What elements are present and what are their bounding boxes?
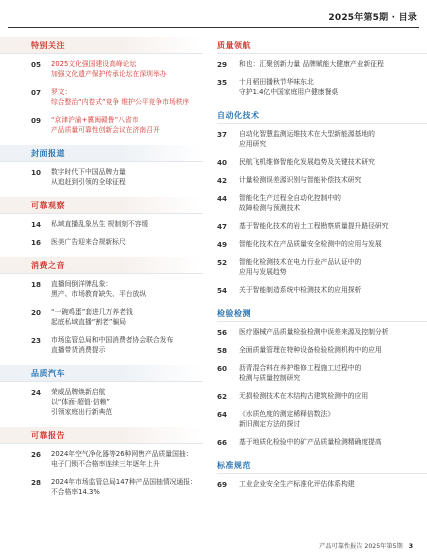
entry-title-line: 故障检测与预测技术: [239, 204, 301, 212]
entry-title: [239, 479, 355, 489]
entry-page-number: 23: [31, 336, 42, 345]
entry-title-line: 不合格率14.3%: [51, 488, 100, 496]
entry-title-line: 从追赶到引领的全球征程: [51, 178, 126, 186]
section-heading: 特别关注: [0, 37, 203, 54]
entry-page-number: 49: [217, 240, 228, 249]
entry-title-line: 起底私域直播“割老”骗局: [51, 318, 127, 326]
entry-page-number: 37: [217, 130, 228, 139]
entry-title-line: 基于地质化检验中的矿产品质量检测精确度提高: [239, 438, 382, 446]
entry-title-line: 智能化生产过程全自动化控制中的: [239, 194, 341, 202]
entry-title-line: 引领家庭出行新典范: [51, 408, 113, 416]
toc-section: [31, 145, 203, 187]
entry-page-number: 16: [31, 238, 42, 247]
section-heading: 消费之音: [0, 257, 203, 274]
entry-title-line: 智能化技术在产品质量安全检测中的应用与发展: [239, 240, 382, 248]
entry-title-line: 以“体面·超值·信赖”: [51, 398, 110, 406]
entry-title: [239, 409, 334, 429]
entry-title-line: 基于智能化技术的岩土工程勘察质量提升路径研究: [239, 222, 389, 230]
toc-entry[interactable]: [217, 345, 417, 355]
entry-title: [239, 157, 375, 167]
entry-title-line: 计量检测误差源识别与智能补偿技术研究: [239, 176, 362, 184]
entry-page-number: 20: [31, 308, 42, 317]
toc-entry[interactable]: [31, 307, 203, 327]
entry-title-line: 2024年空气净化器等26种网售产品质量国抽：: [51, 450, 193, 458]
entry-title: [239, 327, 389, 337]
toc-entry[interactable]: [31, 219, 203, 229]
entry-title: [51, 449, 193, 469]
entry-title-line: 医美广告迎来合规新标尺: [51, 238, 126, 246]
entry-page-number: 62: [217, 392, 228, 401]
entry-title: [239, 345, 382, 355]
entry-title-line: 民航飞机维修智能化发展趋势及关键技术研究: [239, 158, 375, 166]
toc-section: [31, 365, 203, 417]
entry-title-line: 和也：汇聚创新力量 品牌赋能大健康产业新征程: [239, 60, 384, 68]
entry-title-line: 加强文化遗产保护传承论坛在深圳举办: [51, 70, 167, 78]
entry-page-number: 47: [217, 222, 228, 231]
entry-title-line: 荣威品牌焕新启航: [51, 388, 106, 396]
entry-title-line: “京津沪渝+冀闽赣鲁”八省市: [51, 116, 139, 124]
toc-entry[interactable]: [217, 77, 417, 97]
toc-section: [217, 305, 417, 447]
toc-entry[interactable]: [217, 285, 417, 295]
section-heading: 自动化技术: [217, 107, 417, 124]
entry-page-number: 09: [31, 116, 42, 125]
entry-page-number: 07: [31, 88, 42, 97]
entry-page-number: 40: [217, 158, 228, 167]
toc-section: [31, 257, 203, 355]
toc-entry[interactable]: [217, 157, 417, 167]
entry-title: [239, 391, 368, 401]
toc-entry[interactable]: [31, 115, 203, 135]
toc-entry[interactable]: [31, 237, 203, 247]
entry-title: [239, 175, 361, 185]
toc-entry[interactable]: [217, 479, 417, 489]
entry-page-number: 69: [217, 480, 228, 489]
entry-title: [51, 167, 126, 187]
entry-page-number: 44: [217, 194, 228, 203]
entry-page-number: 28: [31, 478, 42, 487]
entry-page-number: 24: [31, 388, 42, 397]
entry-title: [51, 477, 197, 497]
toc-section: [31, 37, 203, 135]
entry-title-line: 直播带货消费提示: [51, 346, 106, 354]
entry-title: [51, 387, 112, 417]
entry-title-line: 产品质量可靠性创新会议在济南召开: [51, 126, 160, 134]
entry-page-number: 56: [217, 328, 228, 337]
entry-title-line: 应用研究: [239, 140, 267, 148]
entry-title: [239, 77, 338, 97]
entry-title-line: 直播间倒洋牌乱象：: [51, 280, 113, 288]
entry-page-number: 42: [217, 176, 228, 185]
section-heading: 标准规范: [217, 457, 417, 474]
entry-title: [51, 59, 167, 79]
toc-entry[interactable]: [217, 391, 417, 401]
toc-entry[interactable]: [31, 449, 203, 469]
section-heading: 品质汽车: [0, 365, 203, 382]
entry-title: [239, 239, 382, 249]
entry-title-line: 2025文化强国建设高峰论坛: [51, 60, 137, 68]
footer-journal: 产品可靠性报告 2025年第5期: [319, 543, 403, 550]
entry-title-line: 数字时代下中国品牌力量: [51, 168, 126, 176]
page-footer: [319, 541, 413, 550]
entry-title-line: 智能化检测技术在电力行业产品认证中的: [239, 258, 362, 266]
entry-page-number: 64: [217, 410, 228, 419]
entry-title-line: 十月稻田播秋节华味东北: [239, 78, 314, 86]
entry-title: [51, 115, 160, 135]
entry-title-line: 2024年市场监管总局147种产品国抽情况通报：: [51, 478, 197, 486]
entry-title-line: 全面质量管理在特种设备检验检测机构中的应用: [239, 346, 382, 354]
entry-title: [51, 219, 148, 229]
entry-title-line: 医疗器械产品质量检验检测中误差来源及控制分析: [239, 328, 389, 336]
entry-page-number: 05: [31, 60, 42, 69]
toc-entry[interactable]: [31, 167, 203, 187]
entry-title-line: 工业企业安全生产标准化评估体系构建: [239, 480, 355, 488]
toc-section: [31, 197, 203, 247]
entry-title-line: 自动化智慧监测运维技术在大型新能源基地的: [239, 130, 375, 138]
entry-title: [51, 279, 146, 299]
section-heading: 封面报道: [0, 145, 203, 162]
toc-section: [217, 457, 417, 489]
toc-entry[interactable]: [217, 59, 417, 69]
page-title: 2025年第5期 · 目录: [328, 13, 417, 23]
entry-title: [51, 87, 189, 107]
entry-page-number: 10: [31, 168, 42, 177]
toc-entry[interactable]: [31, 279, 203, 299]
entry-page-number: 54: [217, 286, 228, 295]
entry-page-number: 60: [217, 364, 228, 373]
entry-title: [239, 129, 375, 149]
section-heading: 质量领航: [217, 37, 417, 54]
left-column: [31, 37, 203, 507]
toc-section: [217, 37, 417, 97]
toc-entry[interactable]: [217, 437, 417, 447]
entry-title-line: 检测与质量控制研究: [239, 374, 301, 382]
entry-page-number: 52: [217, 258, 228, 267]
entry-title-line: 守护1.4亿中国家庭用户健康餐桌: [239, 88, 339, 96]
toc-entry[interactable]: [217, 327, 417, 337]
toc-entry[interactable]: [217, 175, 417, 185]
toc-entry[interactable]: [217, 239, 417, 249]
entry-title-line: 关于智能制造系统中检测技术的应用探析: [239, 286, 362, 294]
entry-title-line: 电子门锁不合格率连续三年逐年上升: [51, 460, 160, 468]
entry-title-line: 新旧测定方法的探讨: [239, 420, 301, 428]
entry-title: [239, 363, 361, 383]
entry-title-line: 罗文：: [51, 88, 72, 96]
entry-page-number: 35: [217, 78, 228, 87]
entry-title: [239, 221, 389, 231]
entry-page-number: 58: [217, 346, 228, 355]
toc-entry[interactable]: [217, 129, 417, 149]
entry-title-line: 私域直播乱象丛生 规制刻不容缓: [51, 220, 149, 228]
entry-title-line: 《水质色度的测定稀释倍数法》: [239, 410, 335, 418]
entry-title-line: 黑产、市场教育缺失、平台放纵: [51, 290, 147, 298]
entry-page-number: 26: [31, 450, 42, 459]
section-heading: 检验检测: [217, 305, 417, 322]
toc-entry[interactable]: [31, 387, 203, 417]
entry-page-number: 18: [31, 280, 42, 289]
entry-title: [51, 335, 173, 355]
toc-entry[interactable]: [31, 477, 203, 497]
section-heading: 可靠观察: [0, 197, 203, 214]
toc-entry[interactable]: [217, 363, 417, 383]
entry-page-number: 29: [217, 60, 228, 69]
entry-title-line: 综合整治“内卷式”竞争 维护公平竞争市场秩序: [51, 98, 190, 106]
toc-entry[interactable]: [217, 257, 417, 277]
entry-page-number: 14: [31, 220, 42, 229]
toc-entry[interactable]: [31, 59, 203, 79]
toc-section: [217, 107, 417, 295]
entry-title: [51, 307, 133, 327]
entry-title: [239, 59, 384, 69]
toc-entry[interactable]: [217, 193, 417, 213]
entry-title-line: “一碗鸡蛋”套进几万养老钱: [51, 308, 133, 316]
entry-title: [51, 237, 126, 247]
entry-page-number: 66: [217, 438, 228, 447]
toc-entry[interactable]: [31, 335, 203, 355]
toc-entry[interactable]: [217, 221, 417, 231]
header-divider: [8, 27, 419, 28]
section-heading: 可靠报告: [0, 427, 203, 444]
entry-title: [239, 285, 361, 295]
entry-title: [239, 257, 361, 277]
toc-section: [31, 427, 203, 497]
toc-entry[interactable]: [31, 87, 203, 107]
toc-entry[interactable]: [217, 409, 417, 429]
entry-title: [239, 437, 382, 447]
page-number: 3: [408, 543, 413, 550]
entry-title-line: 沥青混合料在养护维修工程施工过程中的: [239, 364, 362, 372]
right-column: [217, 37, 417, 499]
entry-title-line: 应用与发展趋势: [239, 268, 287, 276]
entry-title: [239, 193, 341, 213]
entry-title-line: 市场监管总局和中国消费者协会联合发布: [51, 336, 174, 344]
entry-title-line: 无损检测技术在木结构古建筑检测中的应用: [239, 392, 369, 400]
